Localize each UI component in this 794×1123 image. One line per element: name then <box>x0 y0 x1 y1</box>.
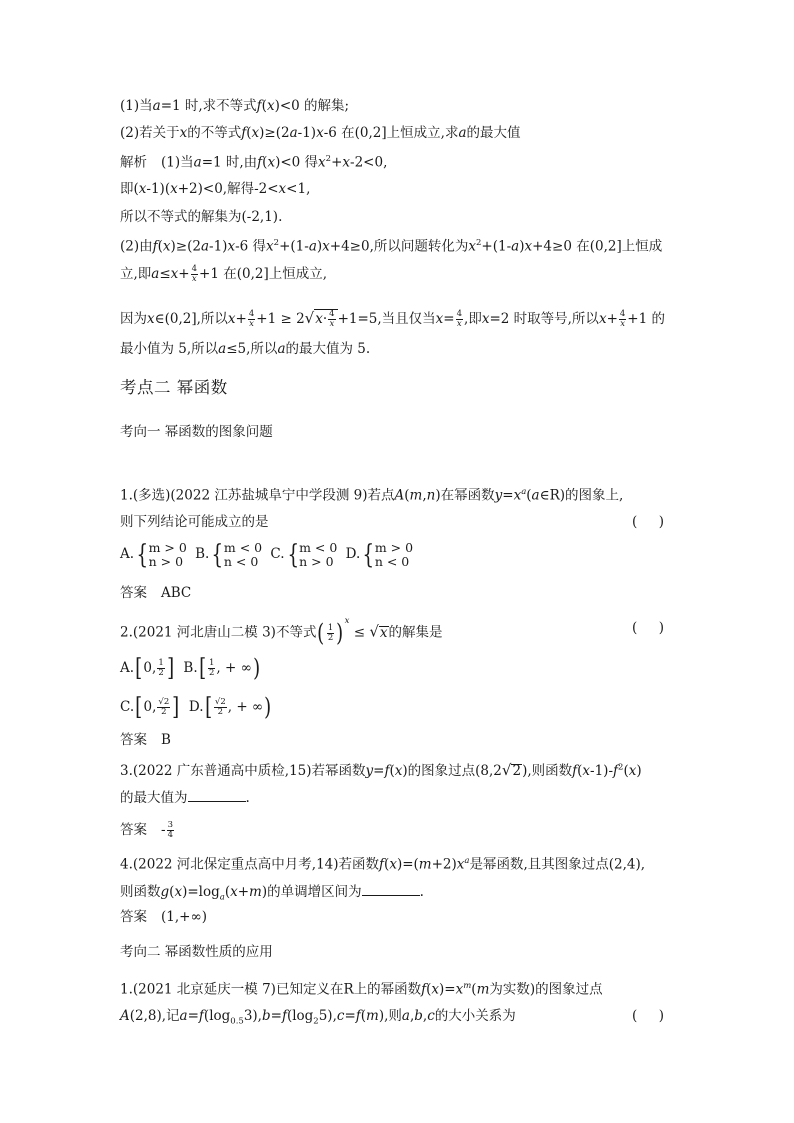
q4-stem-line-1: 4.(2022 河北保定重点高中月考,14)若函数$f(x)=(m+2)x^a$是幂函数,且其图象过点(2,4), <box>120 856 646 873</box>
q4-answer <box>120 911 207 925</box>
option-row: m > 0 <box>374 540 414 555</box>
q2-option-c: C.[0, $\frac{√2}{2}$ ] <box>120 693 180 721</box>
q2-answer <box>120 734 171 748</box>
q2-option-d: D.[ $\frac{√2}{2}$ , + ∞) <box>188 693 272 721</box>
q2-option-b: B.[ $\frac{1}{2}$ , + ∞) <box>183 654 261 682</box>
q1-stem-line-1: 1.(多选)(2022 江苏盐城阜宁中学段测 9)若点A(m,n)在幂函数$y=x^a(a\in R)$的图象上, <box>120 487 624 504</box>
q3-answer-value: - $\frac{3}{4}$ <box>161 820 173 840</box>
q2-options-row-2 <box>120 695 273 719</box>
solution-line-6: 因为x∈(0,2],所以x+ $\frac{4}{x}$ +1 ≥ 2√x· $\frac{4}{x}$ +1=5,当且仅当x= $\frac{4}{x}$ ,即x=2 时取等号,所以x+ $\frac{4}{x}$ +1 的 <box>120 309 665 329</box>
q1-option-a: A. { m > 0 n > 0 <box>120 540 187 570</box>
option-row: n > 0 <box>148 554 184 569</box>
direction-2-title: 考向二 幂函数性质的应用 <box>120 944 273 960</box>
q1-answer <box>120 587 191 601</box>
option-label: C. <box>270 546 285 563</box>
q2-option-a: A.[0, $\frac{1}{2}$ ] <box>120 654 174 682</box>
option-label: D. <box>345 546 361 563</box>
q1-answer-parens: ( ) <box>632 514 664 530</box>
answer-label: 答案 <box>120 732 147 748</box>
q1-stem-line-2 <box>120 516 269 530</box>
option-row: n < 0 <box>223 554 259 569</box>
option-row: m < 0 <box>223 540 263 555</box>
q1-option-c: C. { m < 0 n > 0 <box>270 540 338 570</box>
answer-label: 答案 <box>120 909 147 925</box>
q1-options <box>120 541 413 569</box>
q5-answer-parens: ( ) <box>632 1008 664 1024</box>
solution-line-2: 即(x-1)(x+2)<0,解得-2<x<1, <box>120 181 311 197</box>
q4-stem-line-2: 则函数$g(x)=\log_a(x+m)$的单调增区间为 . <box>120 884 424 903</box>
option-label: A. <box>120 546 135 563</box>
q2-options-row-1 <box>120 656 261 680</box>
direction-1-title: 考向一 幂函数的图象问题 <box>120 424 273 440</box>
option-row: m > 0 <box>148 540 187 555</box>
q1-answer-value: ABC <box>161 585 192 601</box>
answer-label: 答案 <box>120 585 147 601</box>
solution-line-3: 所以不等式的解集为(-2,1). <box>120 209 283 225</box>
section-title: 考点二 幂函数 <box>120 378 228 397</box>
solution-line-5: 立,即a≤x+ $\frac{4}{x}$ +1 在(0,2]上恒成立, <box>120 264 328 284</box>
part1-text: (1)当a=1 时,求不等式f(x)<0 的解集; <box>120 98 350 114</box>
solution-line-1: 解析 (1)当a=1 时,由f(x)<0 得$x^2+x-2<0$, <box>120 154 388 171</box>
q4-answer-value: (1,+∞) <box>161 909 207 925</box>
q5-stem-line-2: A(2,8),记$a=f(\log_{0.5}3),b=f(\log_25),c=f(m)$,则a,b,c的大小关系为 <box>120 1008 516 1027</box>
solution-label: 解析 <box>120 154 147 171</box>
solution-line-4: (2)由f(x)≥(2a-1)x-6 得$x^2+(1-a)x+4\ge 0$,所以问题转化为$x^2+(1-a)x+4\ge 0$ 在(0,2]上恒成 <box>120 238 663 255</box>
q3-answer <box>120 821 175 840</box>
part2-text: (2)若关于x的不等式f(x)≥(2a-1)x-6 在(0,2]上恒成立,求a的最大值 <box>120 125 521 141</box>
q1-option-d: D. { m > 0 n < 0 <box>345 540 414 570</box>
solution-line-7: 最小值为 5,所以a≤5,所以a的最大值为 5. <box>120 341 371 357</box>
answer-label: 答案 <box>120 822 147 838</box>
q2-answer-value: B <box>161 732 171 748</box>
q3-stem-line-2: 的最大值为 . <box>120 790 250 806</box>
option-row: n < 0 <box>374 554 410 569</box>
option-label: B. <box>195 546 210 563</box>
q3-stem-line-1: 3.(2022 广东普通高中质检,15)若幂函数y=f(x)的图象过点(8,2√2),则函数$f(x-1)-f^2(x)$ <box>120 761 642 779</box>
option-row: n > 0 <box>299 554 334 569</box>
option-row: m < 0 <box>299 540 338 555</box>
q2-stem: 2.(2021 河北唐山二模 3)不等式( $\frac{1}{2}$ )$^x$ ≤ √x的解集是 <box>120 616 443 647</box>
q2-answer-parens: ( ) <box>632 620 664 636</box>
q5-stem-line-1: 1.(2021 北京延庆一模 7)已知定义在R上的幂函数$f(x)=x^m(m$为实数)的图象过点 <box>120 981 603 998</box>
q1-option-b: B. { m < 0 n < 0 <box>195 540 263 570</box>
q1-stem-2-text: 则下列结论可能成立的是 <box>120 514 269 530</box>
